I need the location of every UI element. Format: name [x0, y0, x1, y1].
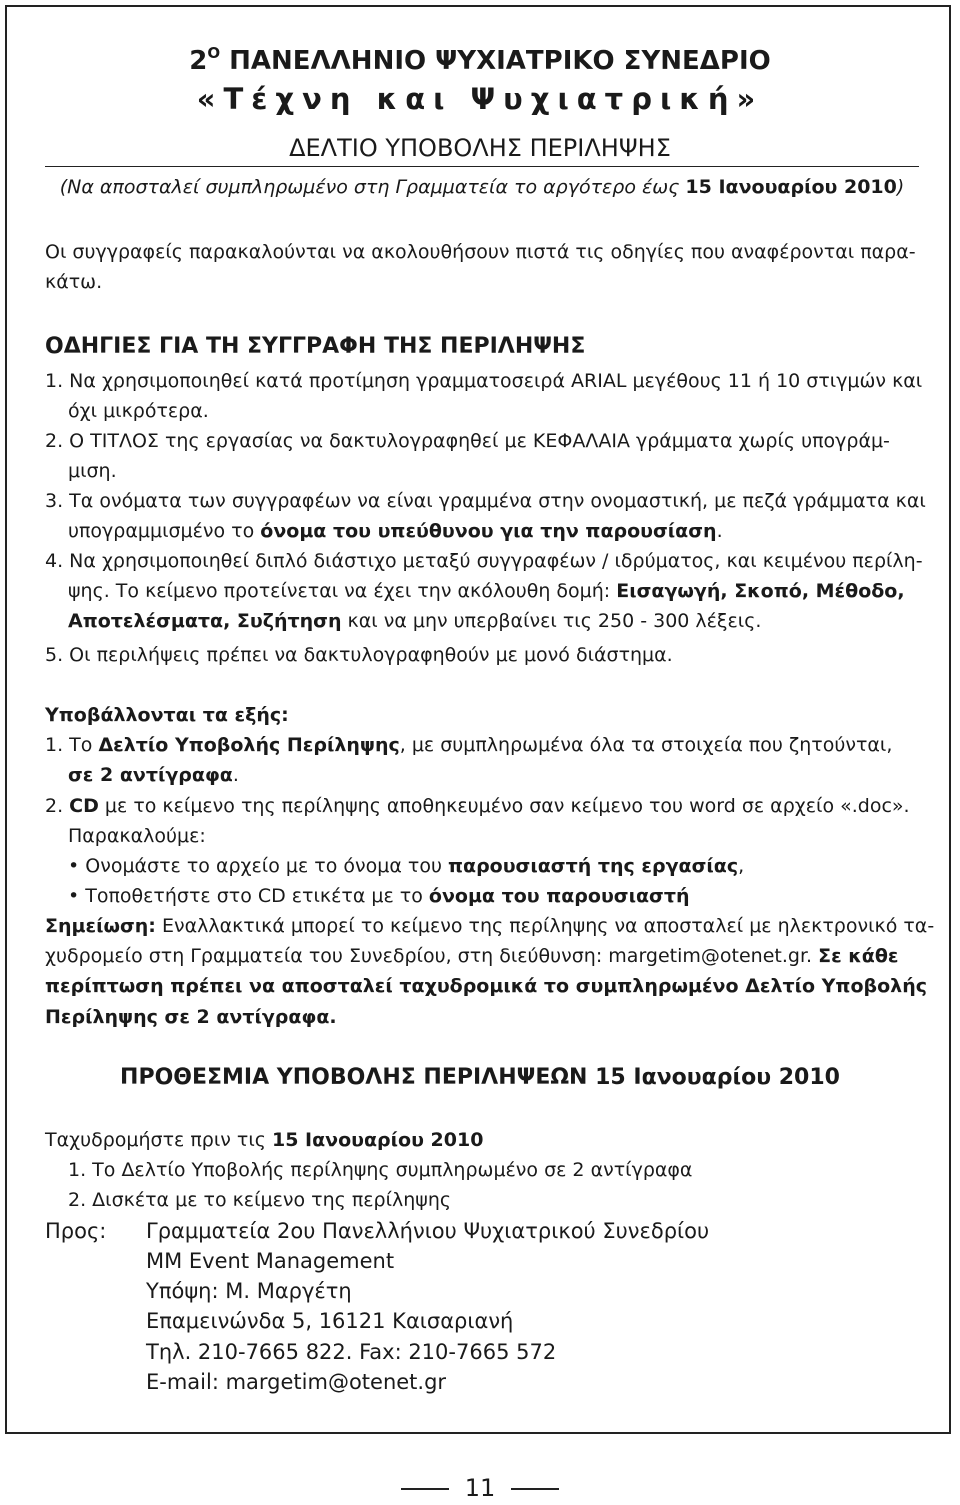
deadline-heading: ΠΡΟΘΕΣΜΙΑ ΥΠΟΒΟΛΗΣ ΠΕΡΙΛΗΨΕΩΝ 15 Ιανουαρίου 2010	[120, 1065, 840, 1090]
bullet-1: • Ονομάστε το αρχείο με το όνομα του παρουσιαστή της εργασίας,	[68, 855, 745, 877]
guideline-2-cont: μιση.	[68, 460, 117, 482]
guideline-2: 2. Ο ΤΙΤΛΟΣ της εργασίας να δακτυλογραφηθεί με ΚΕΦΑΛΑΙΑ γράμματα χωρίς υπογράμ-	[45, 430, 890, 452]
address-line-3: Υπόψη: Μ. Μαργέτη	[146, 1279, 352, 1303]
address-line-1: Γραμματεία 2ου Πανελλήνιου Ψυχιατρικού Συνεδρίου	[146, 1219, 710, 1243]
left-dash	[401, 1488, 449, 1490]
divider	[45, 166, 919, 167]
form-title: ΔΕΛΤΙΟ ΥΠΟΒΟΛΗΣ ΠΕΡΙΛΗΨΗΣ	[289, 134, 671, 162]
right-dash	[511, 1488, 559, 1490]
mail-item-1: 1. Το Δελτίο Υποβολής περίληψης συμπληρωμένο σε 2 αντίγραφα	[68, 1159, 693, 1181]
guideline-5: 5. Οι περιλήψεις πρέπει να δακτυλογραφηθούν με μονό διάστημα.	[45, 644, 673, 666]
address-line-2: MM Event Management	[146, 1249, 395, 1273]
guideline-3: 3. Τα ονόματα των συγγραφέων να είναι γραμμένα στην ονομαστική, με πεζά γράμματα και	[45, 490, 926, 512]
submit-item-2: 2. CD με το κείμενο της περίληψης αποθηκευμένο σαν κείμενο του word σε αρχείο «.doc».	[45, 795, 910, 817]
conference-title: $2^O$ ΠΑΝΕΛΛΗΝΙΟ ΨΥΧΙΑΤΡΙΚΟ ΣΥΝΕΔΡΙΟ	[189, 44, 771, 76]
address-label: Προς:	[45, 1219, 107, 1243]
intro-line-2: κάτω.	[45, 271, 103, 293]
guidelines-heading: ΟΔΗΓΙΕΣ ΓΙΑ ΤΗ ΣΥΓΓΡΑΦΗ ΤΗΣ ΠΕΡΙΛΗΨΗΣ	[45, 334, 586, 359]
note-line-3: περίπτωση πρέπει να αποσταλεί ταχυδρομικά το συμπληρωμένο Δελτίο Υποβολής	[45, 975, 927, 997]
submit-item-1-cont: σε 2 αντίγραφα.	[68, 764, 239, 786]
note-line-1: Σημείωση: Εναλλακτικά μπορεί το κείμενο της περίληψης να αποσταλεί με ηλεκτρονικό τα-	[45, 915, 935, 937]
page-number: 11	[0, 1474, 960, 1502]
address-line-6: E-mail: margetim@otenet.gr	[146, 1370, 447, 1394]
guideline-1: 1. Να χρησιμοποιηθεί κατά προτίμηση γραμματοσειρά ARIAL μεγέθους 11 ή 10 στιγμών και	[45, 370, 923, 392]
guideline-3-cont: υπογραμμισμένο το όνομα του υπεύθυνου για την παρουσίαση.	[68, 520, 723, 542]
mail-before: Ταχυδρομήστε πριν τις 15 Ιανουαρίου 2010	[45, 1129, 484, 1151]
note-line-2: χυδρομείο στη Γραμματεία του Συνεδρίου, στη διεύθυνση: margetim@otenet.gr. Σε κάθε	[45, 945, 899, 967]
address-line-5: Τηλ. 210-7665 822. Fax: 210-7665 572	[146, 1340, 557, 1364]
guideline-4-cont: ψης. Το κείμενο προτείνεται να έχει την ακόλουθη δομή: Εισαγωγή, Σκοπό, Μέθοδο,	[68, 580, 905, 602]
guideline-4: 4. Να χρησιμοποιηθεί διπλό διάστιχο μεταξύ συγγραφέων / ιδρύματος, και κειμένου περίλη-	[45, 550, 923, 572]
submit-item-1: 1. Το Δελτίο Υποβολής Περίληψης, με συμπληρωμένα όλα τα στοιχεία που ζητούνται,	[45, 734, 893, 756]
mail-item-2: 2. Δισκέτα με το κείμενο της περίληψης	[68, 1189, 452, 1211]
guideline-1-cont: όχι μικρότερα.	[68, 400, 209, 422]
note-line-4: Περίληψης σε 2 αντίγραφα.	[45, 1006, 337, 1028]
conference-subtitle: «Τέχνη και Ψυχιατρική»	[196, 82, 764, 116]
deadline-note: (Να αποσταλεί συμπληρωμένο στη Γραμματεία το αργότερο έως 15 Ιανουαρίου 2010)	[59, 176, 905, 198]
bullet-2: • Τοποθετήστε στο CD ετικέτα με το όνομα του παρουσιαστή	[68, 885, 690, 907]
guideline-4-cont2: Αποτελέσματα, Συζήτηση και να μην υπερβαίνει τις 250 - 300 λέξεις.	[68, 610, 762, 632]
intro-line-1: Οι συγγραφείς παρακαλούνται να ακολουθήσουν πιστά τις οδηγίες που αναφέρονται παρα-	[45, 241, 916, 263]
please-label: Παρακαλούμε:	[68, 825, 206, 847]
address-line-4: Επαμεινώνδα 5, 16121 Καισαριανή	[146, 1309, 514, 1333]
submit-heading: Υποβάλλονται τα εξής:	[45, 704, 289, 726]
